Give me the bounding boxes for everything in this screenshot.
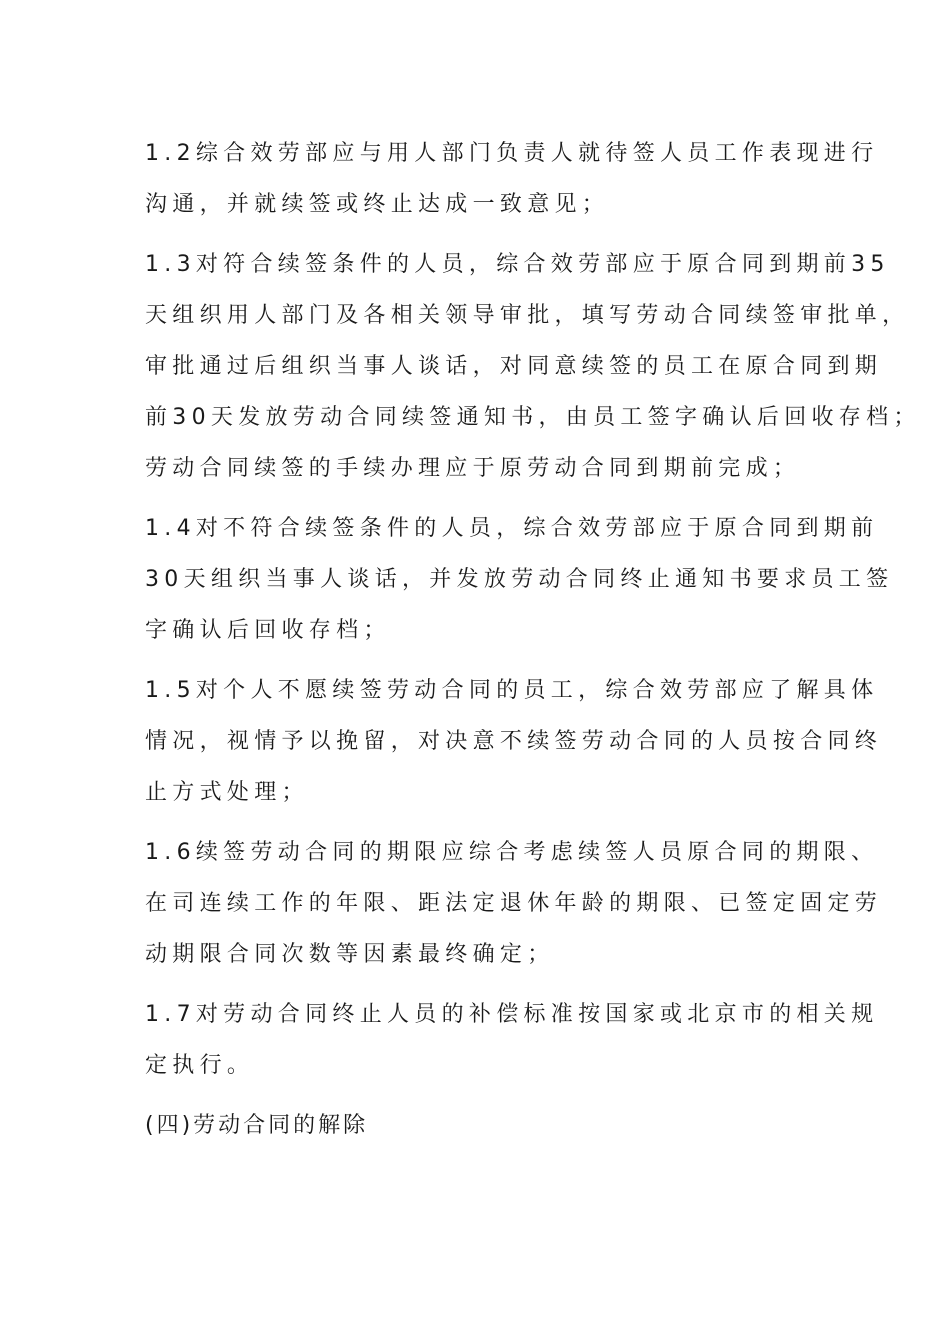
- text-line: 天组织用人部门及各相关领导审批，填写劳动合同续签审批单，: [145, 303, 910, 328]
- clause-1-4: [145, 503, 894, 656]
- text-line: 审批通过后组织当事人谈话，对同意续签的员工在原合同到期: [145, 354, 883, 379]
- clause-1-3: [145, 239, 921, 494]
- text-line: 字确认后回收存档；: [145, 618, 391, 643]
- text-line: 止方式处理；: [145, 780, 309, 805]
- section-heading: [145, 1100, 815, 1151]
- text-line: 1.5对个人不愿续签劳动合同的员工，综合效劳部应了解具体: [145, 678, 879, 703]
- text-line: 1.3对符合续签条件的人员，综合效劳部应于原合同到期前35: [145, 252, 890, 277]
- text-line: 1.6续签劳动合同的期限应综合考虑续签人员原合同的期限、: [145, 840, 879, 865]
- text-line: 1.7对劳动合同终止人员的补偿标准按国家或北京市的相关规: [145, 1002, 879, 1027]
- clause-1-2: [145, 128, 879, 230]
- text-line: 定执行。: [145, 1053, 255, 1078]
- text-line: 1.4对不符合续签条件的人员，综合效劳部应于原合同到期前: [145, 516, 879, 541]
- clause-1-7: [145, 989, 879, 1091]
- document-body: [145, 128, 921, 1160]
- text-line: 沟通，并就续签或终止达成一致意见；: [145, 192, 610, 217]
- text-line: 动期限合同次数等因素最终确定；: [145, 942, 555, 967]
- text-line: 在司连续工作的年限、距法定退休年龄的期限、已签定固定劳: [145, 891, 883, 916]
- text-line: 30天组织当事人谈话，并发放劳动合同终止通知书要求员工签: [145, 567, 894, 592]
- text-line: 1.2综合效劳部应与用人部门负责人就待签人员工作表现进行: [145, 141, 879, 166]
- text-line: 前30天发放劳动合同续签通知书，由员工签字确认后回收存档；: [145, 405, 921, 430]
- section-heading-text: (四)劳动合同的解除: [145, 1113, 369, 1138]
- text-line: 情况，视情予以挽留，对决意不续签劳动合同的人员按合同终: [145, 729, 883, 754]
- clause-1-5: [145, 665, 883, 818]
- clause-1-6: [145, 827, 883, 980]
- text-line: 劳动合同续签的手续办理应于原劳动合同到期前完成；: [145, 456, 801, 481]
